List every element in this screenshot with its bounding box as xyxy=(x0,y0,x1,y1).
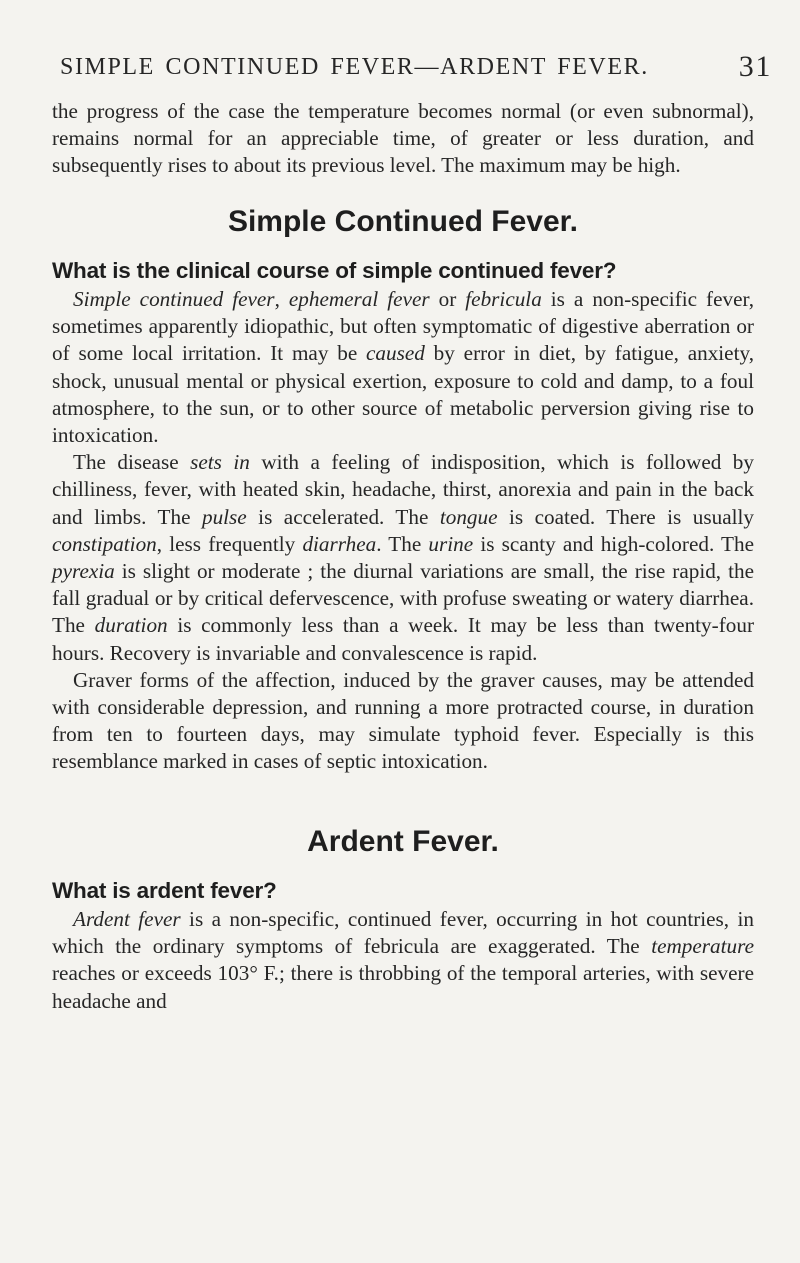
running-title: SIMPLE CONTINUED FEVER—ARDENT FEVER. xyxy=(60,54,649,80)
paragraph-ardent-definition: Ardent fever is a non-specific, continued fever, occurring in hot countries, in which the ordinary symptoms of febricula are exaggerated. The temperature reaches or exceeds 103° F.; there is throbbing of the temporal arteries, with severe headache and xyxy=(52,907,754,1013)
term-diarrhea: diarrhea xyxy=(302,531,377,556)
body-text xyxy=(52,98,754,1015)
term-sets-in: sets in xyxy=(190,450,250,475)
question-ardent-fever: What is ardent fever? xyxy=(52,877,277,903)
paragraph-simple-definition: Simple continued fever, ephemeral fever or febricula is a non-specific fever, sometimes apparently idiopathic, but often symptomatic of digestive aberration or of some local irritation. It may be caused by error in diet, by fatigue, anxiety, shock, unusual mental or physical exertion, exposure to cold and damp, to a foul atmosphere, to the sun, or to other source of metabolic perversion giving rise to intoxication. xyxy=(52,287,755,448)
section-heading-ardent-fever: Ardent Fever. xyxy=(307,824,499,858)
page-number: 31 xyxy=(738,50,772,83)
paragraph-graver-forms: Graver forms of the affection, induced by the graver causes, may be attended with considerable depression, and running a more protracted course, in duration from ten to fourteen days, may simulate typhoid fever. Especially is this resemblance marked in cases of septic intoxication. xyxy=(52,667,754,774)
section-heading-simple-continued-fever: Simple Continued Fever. xyxy=(227,204,579,238)
term-pulse: pulse xyxy=(201,504,247,529)
term-ephemeral-fever: ephemeral fever xyxy=(288,287,430,312)
term-duration: duration xyxy=(94,613,168,638)
term-caused: caused xyxy=(366,341,425,366)
question-simple-continued-fever: What is the clinical course of simple continued fever? xyxy=(52,257,617,283)
term-pyrexia: pyrexia xyxy=(52,559,115,584)
term-febricula: febricula xyxy=(465,287,542,312)
term-tongue: tongue xyxy=(439,504,498,529)
paragraph-simple-symptoms: The disease sets in with a feeling of indisposition, which is followed by chilliness, fever, with heated skin, headache, thirst, anorexia and pain in the back and limbs. The pulse is accelerated. The tongue is coated. There is usually constipation, less frequently diarrhea. The urine is scanty and high-colored. The pyrexia is slight or moderate ; the diurnal variations are small, the rise rapid, the fall gradual or by critical defervescence, with profuse sweating or watery diarrhea. The duration is commonly less than a week. It may be less than twenty-four hours. Recovery is invariable and convalescence is rapid. xyxy=(52,450,754,665)
term-ardent-fever: Ardent fever xyxy=(73,907,181,932)
term-urine: urine xyxy=(428,531,474,556)
intro-paragraph: the progress of the case the temperature becomes normal (or even subnormal), remains normal for an appreciable time, of greater or less duration, and subsequently rises to about its previous level. The maximum may be high. xyxy=(52,99,754,178)
term-simple-continued-fever: Simple continued fever xyxy=(73,287,275,312)
term-constipation: constipation xyxy=(52,531,157,556)
term-temperature: temperature xyxy=(651,934,754,959)
